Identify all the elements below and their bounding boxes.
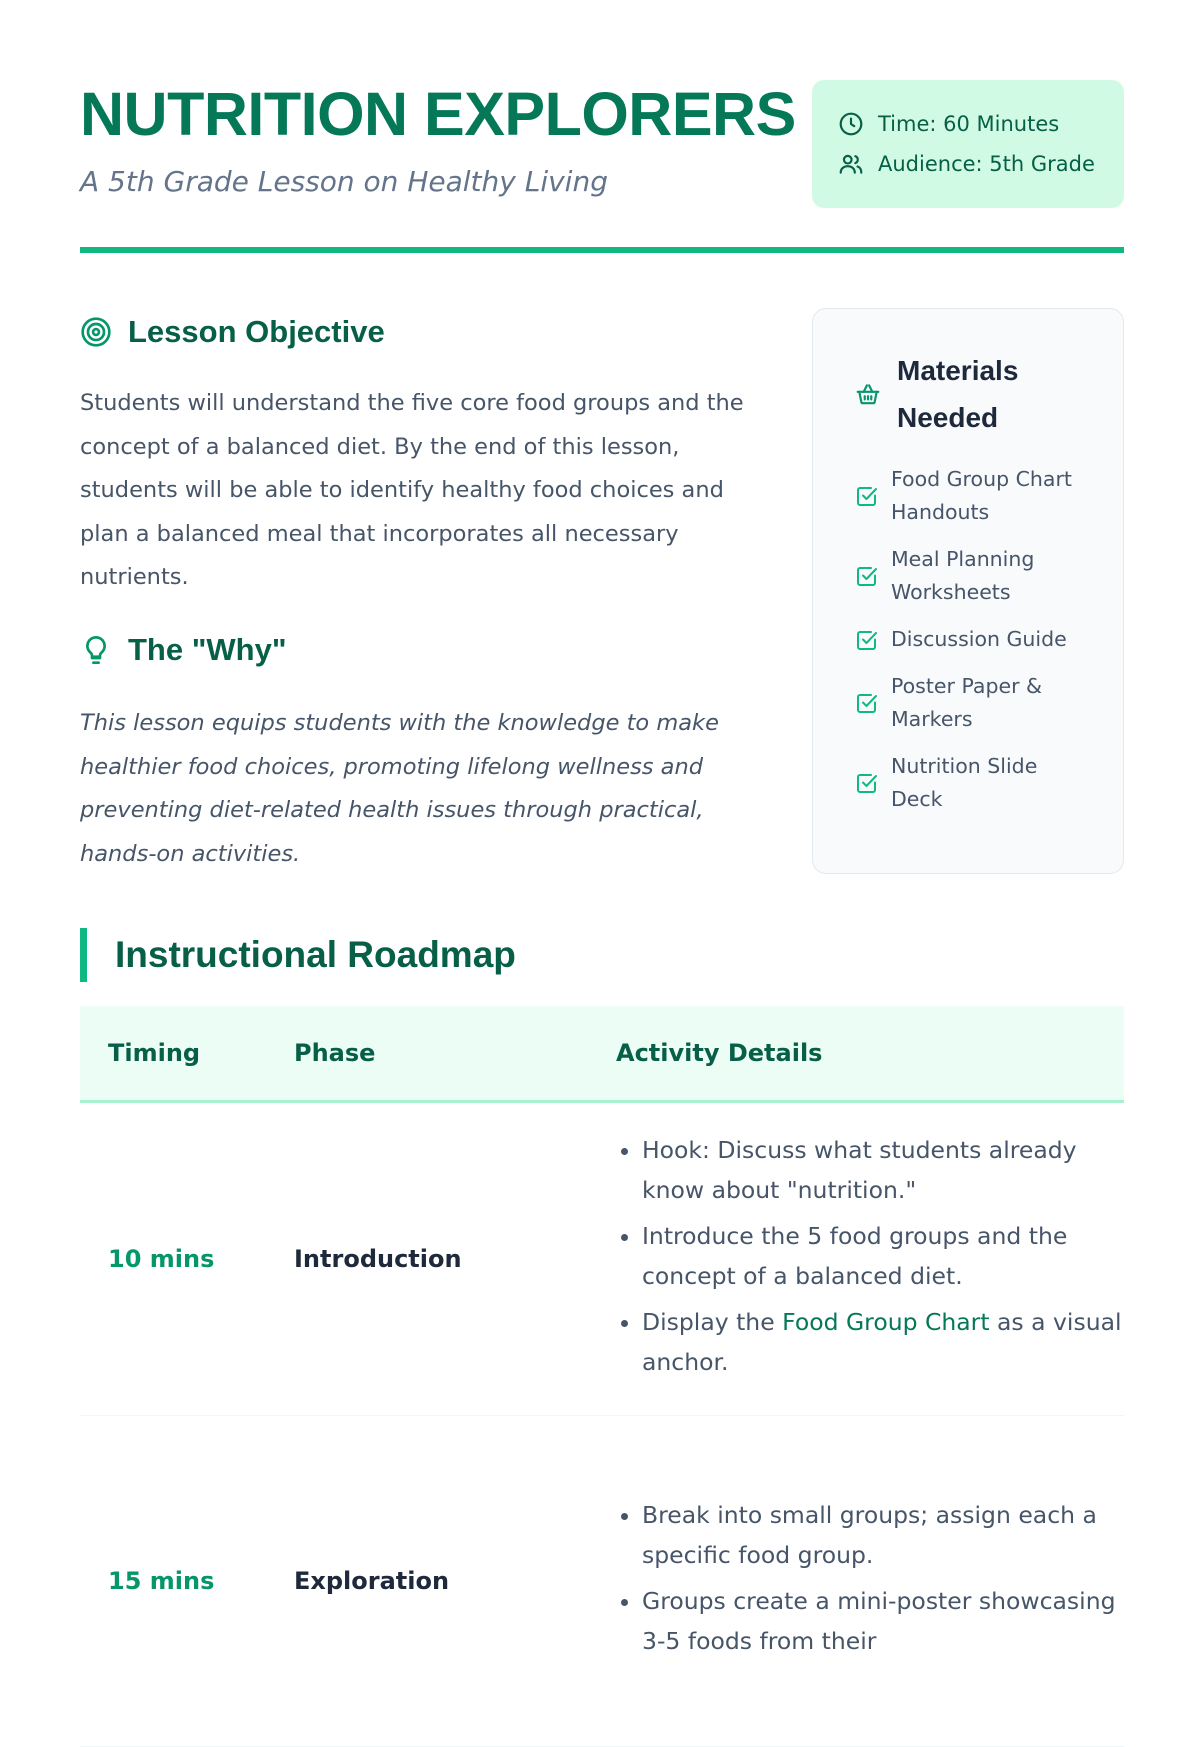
material-label: Meal Planning Worksheets: [891, 547, 1035, 604]
material-item: [855, 623, 1091, 656]
objective-text: Students will understand the five core food groups and the concept of a balanced diet. By the end of this lesson, students will be able to identify healthy food choices and plan a balanced meal that incorporates all necessary nutrients.: [80, 390, 744, 590]
roadmap-title: Instructional Roadmap: [115, 934, 516, 975]
why-title: The "Why": [128, 632, 287, 667]
time-info: [838, 104, 1098, 144]
activity-list: [616, 1495, 1124, 1661]
phase-cell: Exploration: [294, 1567, 450, 1595]
check-square-icon: [855, 691, 879, 715]
lightbulb-icon: [80, 634, 112, 666]
material-item: [855, 463, 1091, 529]
check-square-icon: [855, 628, 879, 652]
page-subtitle: A 5th Grade Lesson on Healthy Living: [80, 165, 608, 198]
activity-item: [642, 1302, 1124, 1382]
why-text: This lesson equips students with the knowledge to make healthier food choices, promoting lifelong wellness and preventing diet-related health issues through practical, hands-on activities.: [80, 710, 719, 867]
basket-icon: [855, 381, 881, 407]
audience-label: Audience: 5th Grade: [878, 152, 1095, 176]
objective-heading: [80, 314, 385, 350]
column-header-phase: Phase: [294, 1039, 376, 1067]
roadmap-heading: [80, 928, 516, 982]
food-group-chart-highlight: Food Group Chart: [782, 1308, 990, 1336]
activity-item: • Break into small groups; assign each a specific food group.: [642, 1495, 1124, 1575]
phase-cell: Introduction: [294, 1245, 462, 1273]
material-label: Discussion Guide: [891, 627, 1067, 651]
roadmap-table: [80, 1006, 1124, 1747]
material-item: [855, 670, 1091, 736]
table-row: [80, 1416, 1124, 1747]
roadmap-accent-bar: [80, 928, 87, 982]
column-header-timing: Timing: [108, 1039, 201, 1067]
header-divider: [80, 247, 1124, 253]
table-row: [80, 1103, 1124, 1416]
activity-item: • Groups create a mini-poster showcasing 3-5 foods from their: [642, 1581, 1124, 1661]
time-label: Time: 60 Minutes: [878, 112, 1060, 136]
lesson-info-box: [812, 80, 1124, 208]
check-square-icon: [855, 484, 879, 508]
material-label: Poster Paper & Markers: [891, 674, 1043, 731]
clock-icon: [838, 111, 864, 137]
activity-item: • Hook: Discuss what students already know about "nutrition.": [642, 1130, 1124, 1210]
material-label: Nutrition Slide Deck: [891, 754, 1038, 811]
table-header: [80, 1006, 1124, 1103]
timing-cell: 10 mins: [108, 1245, 215, 1273]
check-square-icon: [855, 771, 879, 795]
audience-info: [838, 144, 1098, 184]
activity-cell: [616, 1130, 1124, 1388]
material-item: [855, 750, 1091, 816]
users-icon: [838, 151, 864, 177]
materials-heading: [855, 347, 1091, 441]
activity-text: Display the: [642, 1308, 783, 1336]
why-heading: [80, 632, 287, 668]
activity-cell: [616, 1495, 1124, 1667]
materials-card: [812, 308, 1124, 874]
target-icon: [80, 316, 112, 348]
objective-title: Lesson Objective: [128, 314, 385, 349]
activity-list: [616, 1130, 1124, 1382]
material-item: [855, 543, 1091, 609]
check-square-icon: [855, 564, 879, 588]
timing-cell: 15 mins: [108, 1567, 215, 1595]
activity-text: as a visual anchor.: [642, 1308, 1122, 1376]
materials-list: [855, 463, 1091, 816]
materials-title: Materials Needed: [897, 355, 1019, 433]
page-title: NUTRITION EXPLORERS: [80, 80, 796, 148]
material-label: Food Group Chart Handouts: [891, 467, 1072, 524]
column-header-activity: Activity Details: [616, 1039, 823, 1067]
activity-item: • Introduce the 5 food groups and the concept of a balanced diet.: [642, 1216, 1124, 1296]
